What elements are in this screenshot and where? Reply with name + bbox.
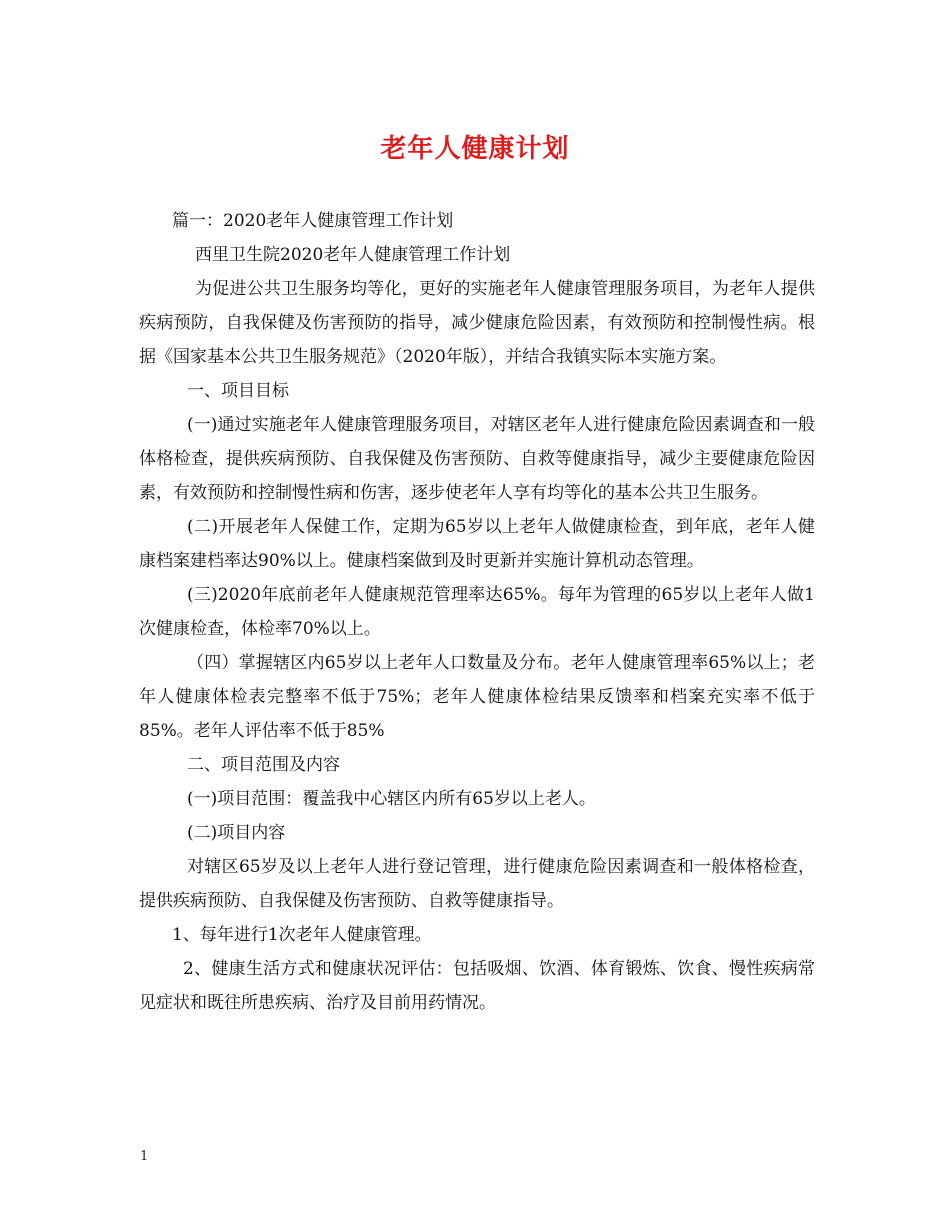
paragraph: (二)项目内容 xyxy=(187,823,286,843)
paragraph: 为促进公共卫生服务均等化，更好的实施老年人健康管理服务项目，为老年人提供疾病预防，自我保健及伤害预防的指导，减少健康危险因素，有效预防和控制慢性病。根据《国家基本公共卫生服务规范》（2020年版），并结合我镇实际本实施方案。 xyxy=(139,279,815,367)
paragraph: （四）掌握辖区内65岁以上老年人口数量及分布。老年人健康管理率65%以上；老年人健康体检表完整率不低于75%；老年人健康体检结果反馈率和档案充实率不低于85%。老年人评估率不低于85% xyxy=(139,653,815,741)
paragraph: 一、项目目标 xyxy=(187,381,289,401)
paragraph: (三)2020年底前老年人健康规范管理率达65%。每年为管理的65岁以上老年人做1次健康检查，体检率70%以上。 xyxy=(139,585,815,639)
document-body xyxy=(139,204,815,1020)
paragraph: (一)通过实施老年人健康管理服务项目，对辖区老年人进行健康危险因素调查和一般体格检查，提供疾病预防、自我保健及伤害预防、自救等健康指导，减少主要健康危险因素，有效预防和控制慢性病和伤害，逐步使老年人享有均等化的基本公共卫生服务。 xyxy=(139,415,815,503)
page-number: 1 xyxy=(140,1149,149,1164)
paragraph: 1、每年进行1次老年人健康管理。 xyxy=(172,925,432,945)
paragraph: 二、项目范围及内容 xyxy=(187,755,340,775)
paragraph: 对辖区65岁及以上老年人进行登记管理，进行健康危险因素调查和一般体格检查，提供疾病预防、自我保健及伤害预防、自救等健康指导。 xyxy=(139,857,815,911)
paragraph: (二)开展老年人保健工作，定期为65岁以上老年人做健康检查，到年底，老年人健康档案建档率达90%以上。健康档案做到及时更新并实施计算机动态管理。 xyxy=(139,517,815,571)
paragraph: 2、健康生活方式和健康状况评估：包括吸烟、饮酒、体育锻炼、饮食、慢性疾病常见症状和既往所患疾病、治疗及目前用药情况。 xyxy=(139,959,815,1013)
document-title: 老年人健康计划 xyxy=(380,134,570,164)
paragraph: 西里卫生院2020老年人健康管理工作计划 xyxy=(195,245,511,265)
paragraph: 篇一：2020老年人健康管理工作计划 xyxy=(172,211,454,231)
paragraph: (一)项目范围：覆盖我中心辖区内所有65岁以上老人。 xyxy=(187,789,596,809)
